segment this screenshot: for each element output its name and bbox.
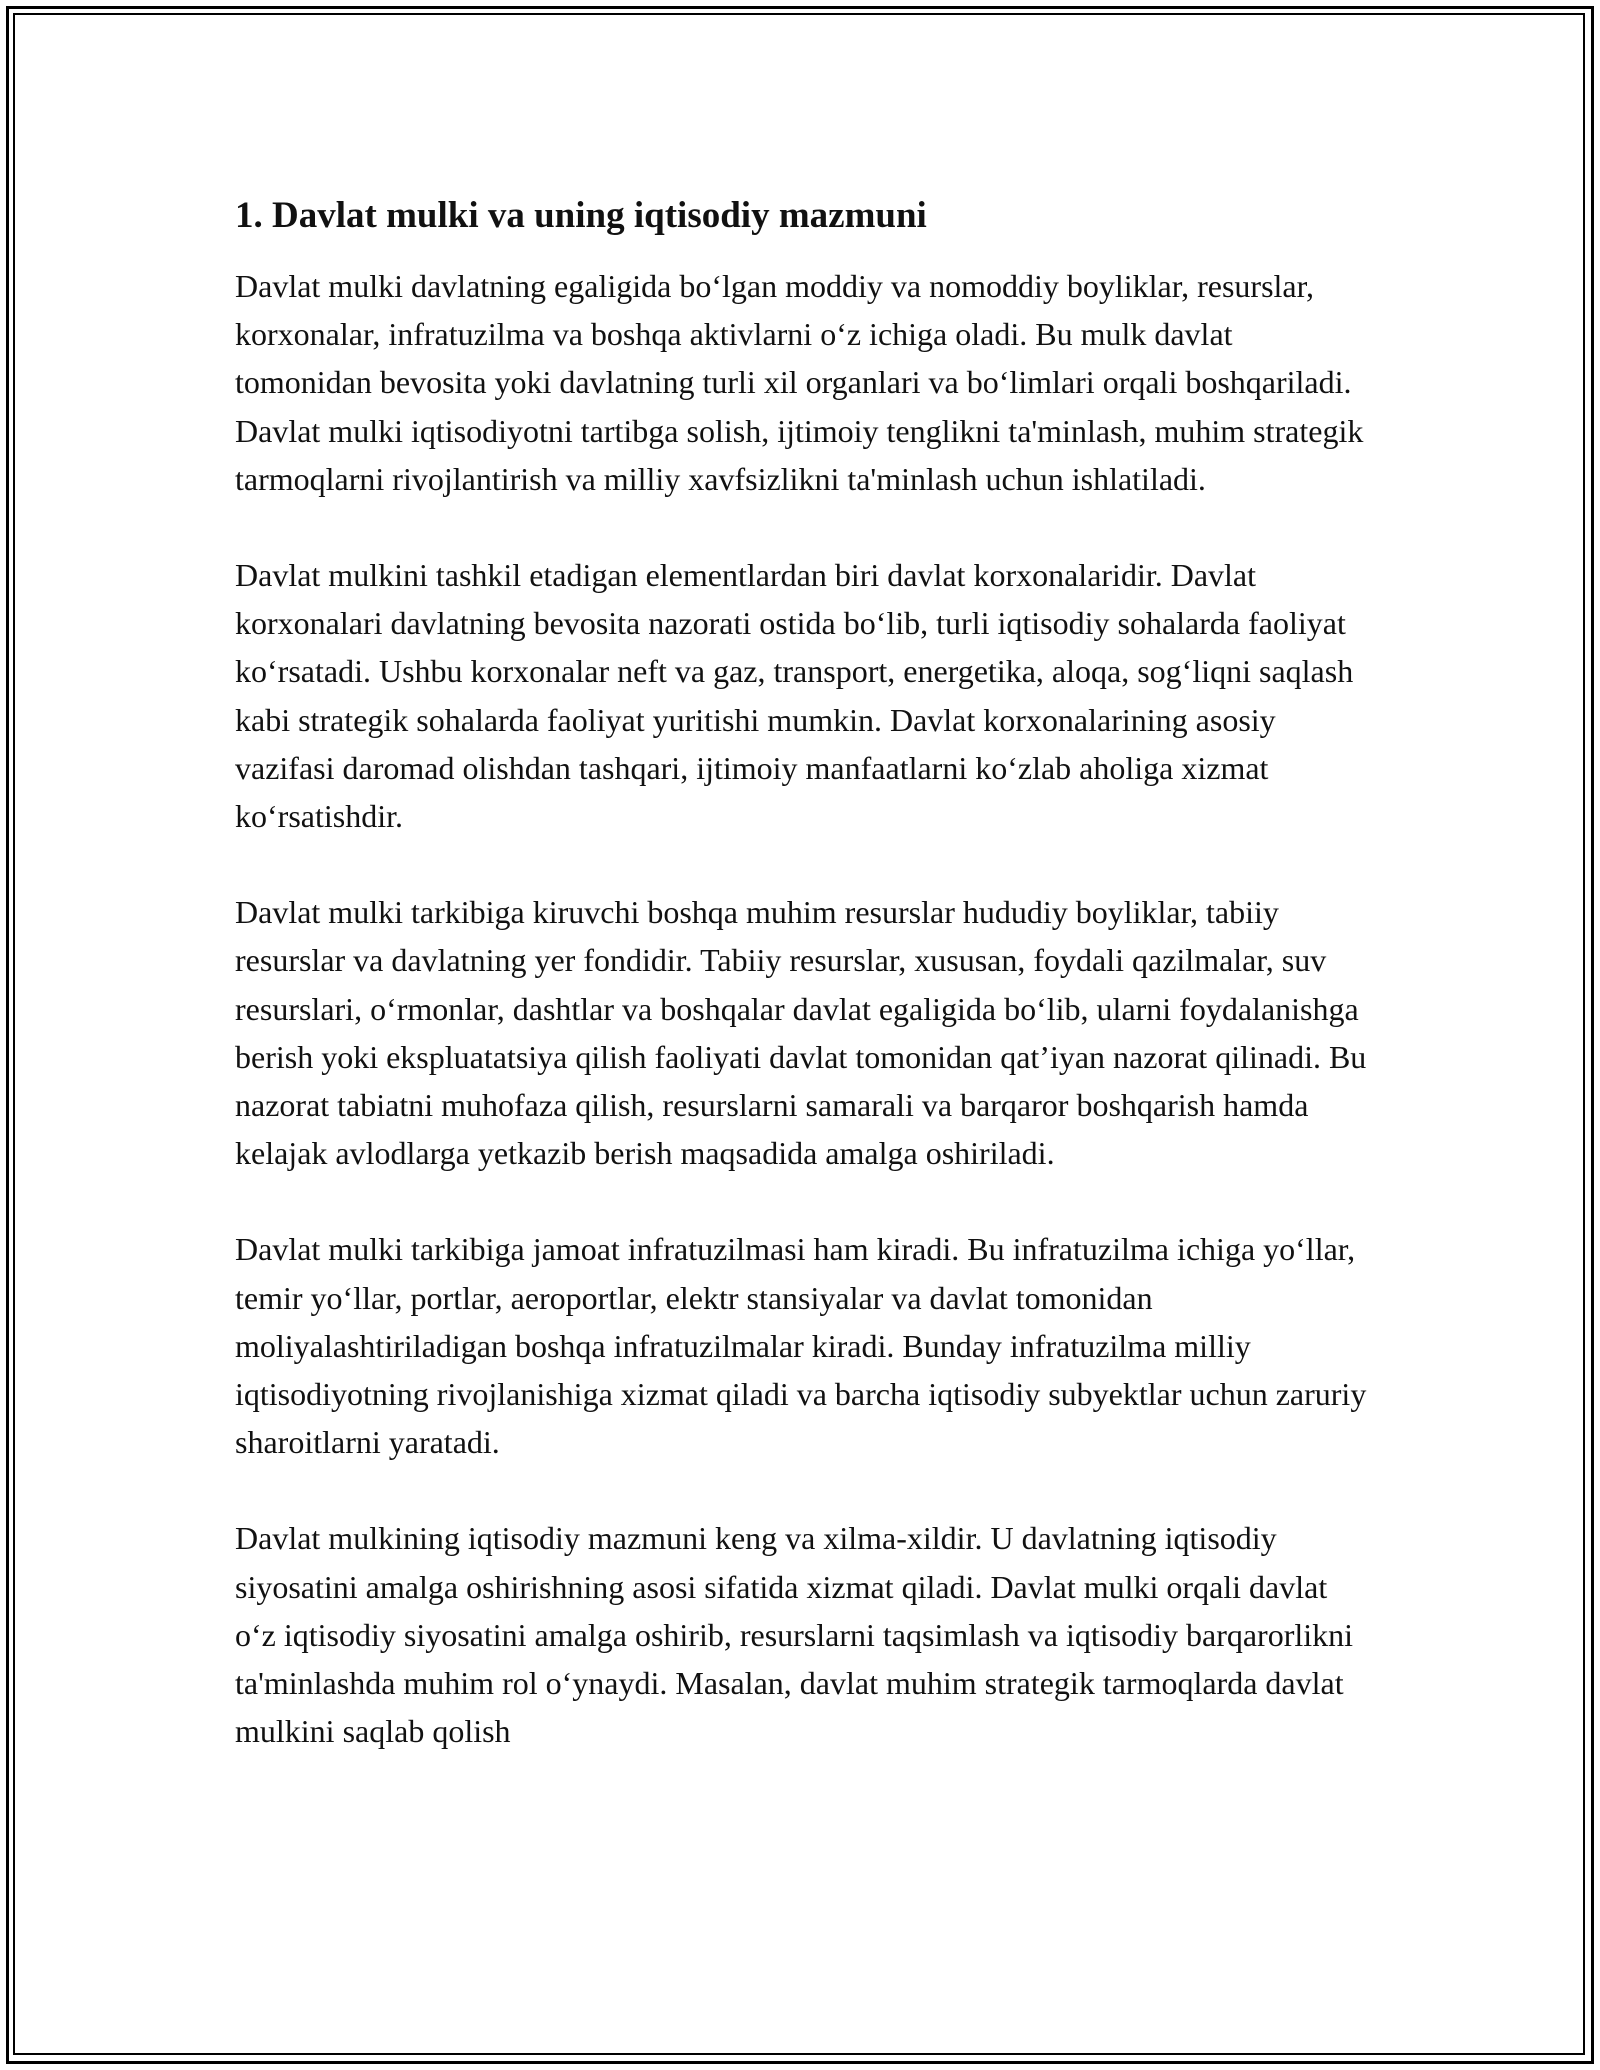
paragraph-1: Davlat mulki davlatning egaligida bo‘lgan moddiy va nomoddiy boyliklar, resurslar, korxonalar, infratuzilma va boshqa aktivlarni o‘z ichiga oladi. Bu mulk davlat tomonidan bevosita yoki davlatning turli xil organlari va bo‘limlari orqali boshqariladi. Davlat mulki iqtisodiyotni tartibga solish, ijtimoiy tenglikni ta'minlash, muhim strategik tarmoqlarni rivojlantirish va milliy xavfsizlikni ta'minlash uchun ishlatiladi.: [235, 268, 1364, 497]
paragraph-2: Davlat mulkini tashkil etadigan elementlardan biri davlat korxonalaridir. Davlat korxonalari davlatning bevosita nazorati ostida bo‘lib, turli iqtisodiy sohalarda faoliyat ko‘rsatadi. Ushbu korxonalar neft va gaz, transport, energetika, aloqa, sog‘liqni saqlash kabi strategik sohalarda faoliyat yuritishi mumkin. Davlat korxonalarining asosiy vazifasi daromad olishdan tashqari, ijtimoiy manfaatlarni ko‘zlab aholiga xizmat ko‘rsatishdir.: [235, 557, 1354, 835]
paragraph-3: Davlat mulki tarkibiga kiruvchi boshqa muhim resurslar hududiy boyliklar, tabiiy resurslar va davlatning yer fondidir. Tabiiy resurslar, xususan, foydali qazilmalar, suv resurslari, o‘rmonlar, dashtlar va boshqalar davlat egaligida bo‘lib, ularni foydalanishga berish yoki ekspluatatsiya qilish faoliyati davlat tomonidan qat’iyan nazorat qilinadi. Bu nazorat tabiatni muhofaza qilish, resurslarni samarali va barqaror boshqarish hamda kelajak avlodlarga yetkazib berish maqsadida amalga oshiriladi.: [235, 894, 1367, 1172]
section-title: 1. Davlat mulki va uning iqtisodiy mazmuni: [235, 195, 927, 236]
paragraph-5: Davlat mulkining iqtisodiy mazmuni keng va xilma-xildir. U davlatning iqtisodiy siyosatini amalga oshirishning asosi sifatida xizmat qiladi. Davlat mulki orqali davlat o‘z iqtisodiy siyosatini amalga oshirib, resurslarni taqsimlash va iqtisodiy barqarorlikni ta'minlashda muhim rol o‘ynaydi. Masalan, davlat muhim strategik tarmoqlarda davlat mulkini saqlab qolish: [235, 1520, 1354, 1750]
paragraph-4: Davlat mulki tarkibiga jamoat infratuzilmasi ham kiradi. Bu infratuzilma ichiga yo‘llar, temir yo‘llar, portlar, aeroportlar, elektr stansiyalar va davlat tomonidan moliyalashtiriladigan boshqa infratuzilmalar kiradi. Bunday infratuzilma milliy iqtisodiyotning rivojlanishiga xizmat qiladi va barcha iqtisodiy subyektlar uchun zaruriy sharoitlarni yaratadi.: [235, 1231, 1367, 1461]
document-body: [235, 190, 1370, 1803]
